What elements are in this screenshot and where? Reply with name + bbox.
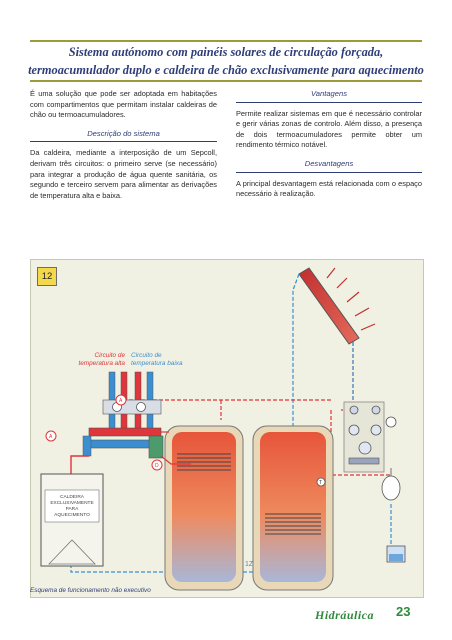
pipe-tag: 1Z	[245, 561, 254, 568]
boiler-label-line-4: AQUECIMENTO	[54, 513, 90, 518]
label-high-temp-line-1: Circuito de	[94, 352, 125, 359]
boiler-label-line-3: PARA	[65, 507, 79, 512]
brand-logo: Hidráulica	[315, 608, 375, 622]
label-low-temp-line-2: temperatura baixa	[131, 360, 183, 367]
label-low-temp-circuit	[131, 352, 211, 368]
system-diagram	[30, 259, 424, 598]
top-rule	[30, 40, 422, 42]
boiler-label-line-2: EXCLUSIVAMENTE	[50, 501, 94, 506]
sensor-label-1: A	[49, 434, 53, 440]
heating-manifold	[83, 372, 163, 458]
advantages-paragraph: Permite realizar sistemas em que é necessário controlar e gerir várias zonas de controlo. Além disso, a presença de dois termoacumuladores permite obter um rendimento térmico notável.	[236, 108, 422, 150]
figure-number-badge: 12	[37, 267, 57, 286]
section-heading-description: Descrição do sistema	[30, 129, 217, 143]
page-title-line-1: Sistema autónomo com painéis solares de circulação forçada,	[68, 45, 384, 59]
page-title-line-2: termoacumulador duplo e caldeira de chão exclusivamente para aquecimento	[28, 63, 424, 77]
water-supply-icon	[387, 546, 405, 562]
solar-flow-pipe	[341, 342, 353, 410]
label-low-temp-line-1: Circuito de	[131, 352, 162, 359]
section-heading-disadvantages: Desvantagens	[236, 159, 422, 173]
sensor-label-4: T	[319, 480, 323, 486]
diagram-drawing	[31, 260, 423, 597]
page-number: 23	[396, 604, 411, 619]
boiler	[41, 474, 103, 566]
section-heading-advantages: Vantagens	[236, 89, 422, 103]
expansion-vessel	[382, 468, 400, 500]
solar-pump-group	[344, 402, 396, 472]
title-rule	[30, 80, 422, 82]
intro-paragraph: É uma solução que pode ser adoptada em habitações com compartimentos que permitam instalar caldeiras de chão ou termoacumuladores.	[30, 89, 217, 120]
boiler-label-line-1: CALDEIRA	[60, 495, 84, 500]
right-column	[236, 89, 422, 206]
solar-panel	[299, 268, 375, 344]
left-column	[30, 89, 217, 207]
storage-tank-1	[165, 426, 243, 590]
sensor-label-2: A	[119, 398, 123, 404]
figure-caption: Esquema de funcionamento não executivo	[30, 587, 151, 594]
label-high-temp-line-2: temperatura alta	[78, 360, 125, 367]
storage-tank-2	[253, 426, 333, 590]
description-paragraph: Da caldeira, mediante a interposição de um Sepcoll, derivam três circuitos: o primeiro serve (se necessário) para integrar a produção de água quente sanitária, os segundo e terceiro servem para alimentar as derivações de temperatura alta e baixa.	[30, 148, 217, 200]
disadvantages-paragraph: A principal desvantagem está relacionada com o espaço necessário à realização.	[236, 178, 422, 199]
sensor-label-3: D	[155, 463, 159, 469]
label-high-temp-circuit	[63, 352, 125, 368]
